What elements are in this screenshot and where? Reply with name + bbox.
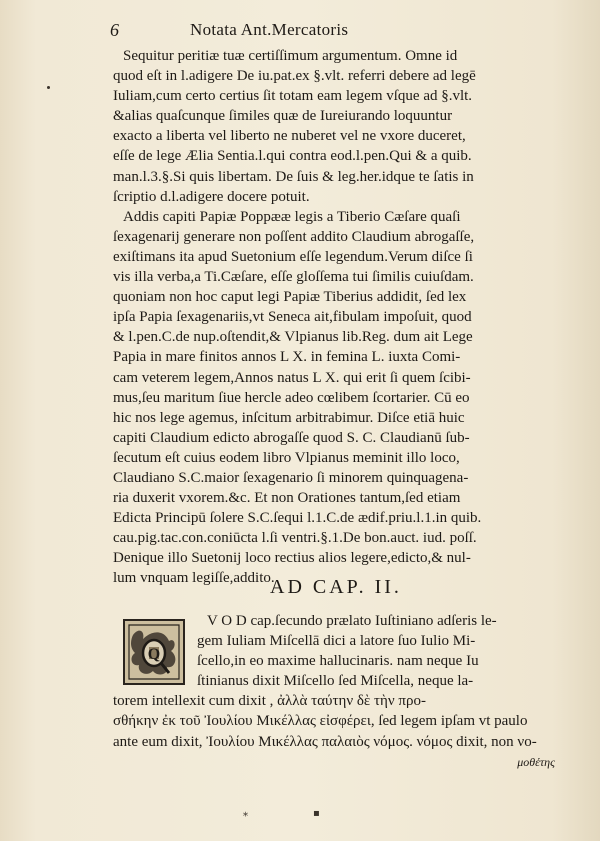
text-line: quod eſt in l.adigere De iu.pat.ex §.vlt. referri debere ad legē: [113, 68, 476, 85]
printer-mark-icon: ⁎: [243, 808, 248, 819]
text-line: lum vnquam legiſſe,addito.: [113, 570, 275, 587]
text-line: Addis capiti Papiæ Poppææ legis a Tiberio Cæſare quaſi: [123, 208, 461, 225]
text-line: ipſa Papia ſexagenariis,vt Seneca ait,fibulam impoſuit, quod: [113, 309, 472, 326]
text-line: cau.pig.tac.con.coniūcta l.ſi ventri.§.1.De bon.auct. iud. poſſ.: [113, 530, 477, 547]
text-line: ria duxerit vxorem.&c. Et non Orationes tantum,ſed etiam: [113, 490, 461, 507]
page-number: 6: [110, 20, 119, 40]
body-text: [113, 46, 575, 589]
chapter-line: ante eum dixit, Ἰουλίου Μικέλλας παλαιὸς νόμος. νόμος dixit, non νο-: [113, 733, 537, 750]
text-line: ſexagenarij generare non poſſent addito Claudium abrogaſſe,: [113, 228, 475, 245]
text-line: vis illa verba,a Ti.Cæſare, eſſe gloſſema tui ſimilis cuiuſdam.: [113, 269, 474, 286]
chapter-heading: AD CAP. II.: [270, 576, 402, 598]
text-line: exiſtimans ita apud Suetonium eſſe legendum.Verum diſce ſi: [113, 248, 473, 265]
page-header: [110, 20, 570, 44]
chapter-line: V O D cap.ſecundo prælato Iuſtiniano adſeris le-: [207, 613, 497, 629]
printer-mark-icon: ▪: [313, 808, 320, 819]
text-line: Claudiano S.C.maior ſexagenario ſi minorem quinquagena-: [113, 469, 469, 486]
decorated-initial-icon: [123, 619, 185, 685]
running-head: Notata Ant.Mercatoris: [190, 20, 349, 39]
text-line: quoniam non hoc caput legi Papiæ Tiberius addidit, ſed lex: [113, 289, 467, 306]
text-line: cam veterem legem,Annos natus L X. qui erit ſi quem ſcibi-: [113, 369, 471, 386]
margin-mark: [47, 86, 50, 89]
text-line: Iuliam,cum certo certius ſit totam eam legem vſque ad §.vlt.: [113, 88, 473, 105]
chapter-line: gem Iuliam Miſcellā dici a latore ſuo Iulio Mi-: [197, 633, 476, 650]
chapter-line: ſcello,in eo maxime hallucinaris. nam neque Iu: [197, 653, 479, 670]
initial-letter: Q: [147, 646, 161, 663]
text-line: ſcriptio d.l.adigere docere potuit.: [113, 188, 310, 205]
text-line: man.l.3.§.Si quis libertam. De ſuis & leg.her.idque te ſatis in: [113, 168, 474, 185]
chapter-line: μοθέτης: [517, 754, 555, 769]
text-line: Denique illo Suetonij loco rectius alios legere,edicto,& nul-: [113, 550, 471, 567]
chapter-line: ſtinianus dixit Miſcello ſed Miſcella, neque la-: [197, 673, 474, 690]
text-line: eſſe de lege Ælia Sentia.l.qui contra eod.l.pen.Qui & a quib.: [113, 148, 472, 165]
text-line: Edicta Principū ſolere S.C.ſequi l.1.C.de ædif.priu.l.1.in quib.: [113, 510, 482, 527]
text-line: & l.pen.C.de nup.oſtendit,& Vlpianus lib.Reg. dum ait Lege: [113, 329, 473, 346]
text-line: hic nos lege agemus, inſcitum arbitrabimur. Diſce etiā huic: [113, 409, 465, 426]
chapter-line: torem intellexit cum dixit , ἀλλὰ ταύτην δὲ τὴν προ-: [113, 693, 426, 710]
text-line: Papia in mare finitos annos L X. in femina L. iuxta Comi-: [113, 349, 461, 366]
text-line: ſecutum eſt cuius eodem libro Vlpianus meminit illo loco,: [113, 449, 460, 466]
text-line: Sequitur peritiæ tuæ certiſſimum argumentum. Omne id: [123, 48, 458, 64]
text-line: mus,ſeu maritum ſiue hercle adeo cœlibem ſcortarier. Cū eo: [113, 389, 470, 406]
text-line: &alias quaſcunque ſimiles quæ de Iureiurando loquuntur: [113, 108, 453, 125]
chapter-line: σθήκην ἐκ τοῦ Ἰουλίου Μικέλλας εἰσφέρει, ſed legem ipſam vt paulo: [113, 713, 528, 730]
text-line: exacto a liberta vel liberto ne nuberet vel ne vxore duceret,: [113, 128, 466, 145]
text-line: capiti Claudium edicto abrogaſſe quod S. C. Claudianū ſub-: [113, 429, 470, 446]
